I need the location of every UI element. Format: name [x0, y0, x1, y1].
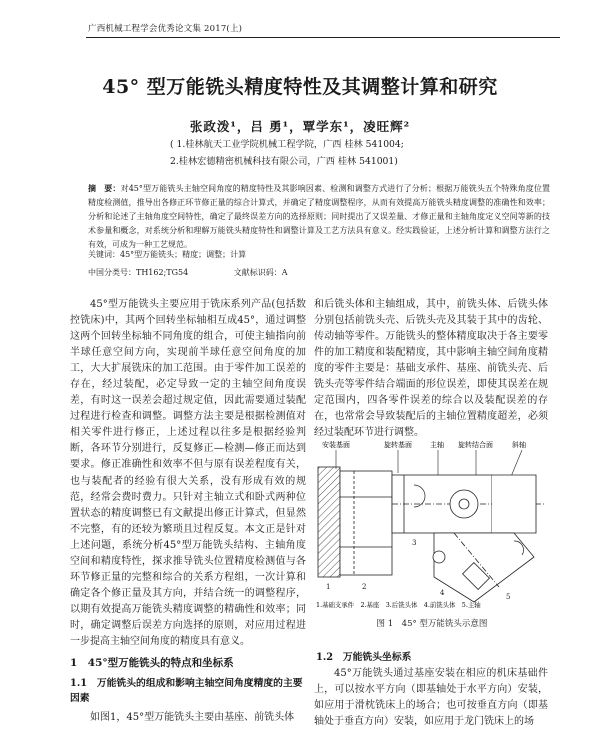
part-number-5: 5 — [506, 593, 511, 601]
figure-legend: 1.基础支承件 2.基座 3.后铣头体 4.前铣头体 5.主轴 — [316, 601, 481, 609]
part-number-2: 2 — [362, 583, 367, 591]
part-number-4: 4 — [440, 589, 445, 597]
section-1-1-heading: 1.1 万能铣头的组成和影响主轴空间角度精度的主要因素 — [70, 678, 303, 704]
abstract — [88, 181, 550, 252]
section-1-2-heading: 1.2 万能铣头坐标系 — [316, 652, 412, 663]
milling-head-figure — [314, 437, 550, 609]
header-rule — [86, 37, 560, 38]
figure-label-inclined-axis: 斜轴 — [512, 441, 526, 449]
section-1-1-text: 如图1，45°型万能铣头主要由基座、前铣头体 — [90, 712, 295, 723]
keywords: 关键词：45°型万能铣头；精度；调整；计算 — [88, 250, 247, 259]
affiliation-2: 2.桂林宏德精密机械科技有限公司，广西 桂林 541001) — [170, 156, 398, 167]
figure-label-rotation-face: 旋转基面 — [384, 441, 412, 449]
figure-rear-head — [392, 475, 544, 533]
intro-paragraph: 45°型万能铣头主要应用于铣床系列产品(包括数控铣床)中，其两个回转坐标轴相互成45°，通过调整这两个回转坐标轴不同角度的组合，可使主轴指向前半球任意空间方向，实现前半球任意空间角度的加工，大大扩展铣床的加工范围。由于零件加工误差的存在，经过装配，必定导致一定的主轴空间角度误差，有时这一误差会超过规定值，因此需要通过装配过程进行检查和调整。调整方法主要是根据检测值对相关零件进行修正，上述过程以往多是根据经验判断，各环节分别进行，反复修正—检测—修正而达到要求。修正准确性和效率不但与原有误差程度有关，也与装配者的经验有很大关系，没有形成有效的规范，经常会费时费力。只针对主轴立式和卧式两种位置状态的精度调整已有文献提出修正计算式，但显然不完整，有的还较为繁琐且过程反复。本文正是针对上述问题，系统分析45°型万能铣头结构、主轴角度空间和精度特性，探求推导铣头位置精度检测值与各环节修正量的完整和综合的关系方程组，一次计算和确定各个修正量及其方向，并结合统一的调整程序，以期有效提高万能铣头精度调整的精确性和效率；同时，确定调整后误差方向选择的原则，对应用过程进一步提高主轴空间角度的精度具有意义。 — [70, 299, 306, 647]
classification-line — [88, 267, 288, 278]
coordinate-paragraph: 45°万能铣头通过基座安装在相应的机床基础件上，可以按水平方向（即基轴处于水平方向）安装，如应用于滑枕铣床上的场合；也可按垂直方向（即基轴处于垂直方向）安装，如应用于龙门铣床上的场 — [314, 668, 548, 728]
right-column — [314, 297, 548, 441]
section-1-heading: 1 45°型万能铣头的特点和坐标系 — [70, 657, 234, 669]
figure-caption: 图 1 45° 型万能铣头示意图 — [376, 619, 488, 629]
figure-label-spindle: 主轴 — [430, 441, 444, 449]
abstract-label: 摘 要： — [88, 183, 121, 193]
classification: 中国分类号：TH162;TG54 — [88, 268, 189, 277]
figure-label-joint-face: 旋转结合面 — [458, 441, 493, 449]
part-number-3: 3 — [412, 539, 417, 547]
right-column-lower — [314, 666, 548, 730]
document-code: 文献标识码：A — [233, 268, 288, 277]
figure-base-support — [318, 467, 340, 577]
figure-label-mount-face: 安装基面 — [322, 441, 350, 449]
paper-title: 45° 型万能铣头精度特性及其调整计算和研究 — [102, 76, 498, 98]
figure-base-body — [340, 471, 392, 575]
figure-front-head — [433, 533, 534, 602]
part-number-1: 1 — [326, 583, 331, 591]
components-paragraph: 和后铣头体和主轴组成，其中，前铣头体、后铣头体分别包括前铣头壳、后铣头壳及其装于其中的齿轮、传动轴等零件。万能铣头的整体精度取决于各主要零件的加工精度和装配精度，其中影响主轴空间角度精度的零件主要是：基础支承件、基座、前铣头壳、后铣头壳等零件结合端面的形位误差，即使其误差在规定范围内，四各零件误差的综合以及装配误差的存在，也常常会导致装配后的主轴位置精度超差，必须经过装配环节进行调整。 — [314, 299, 548, 439]
abstract-text: 对45°型万能铣头主轴空间角度的精度特性及其影响因素、检测和调整方式进行了分析；根据万能铣头五个特殊角度位置精度检测值，推导出各修正环节修正量的综合计算式，并确定了精度调整程序，从而有效提高万能铣头精度调整的准确性和效率；分析和论述了主轴角度空间特性，确定了最终误差方向的选择原则；同时提出了又误差量、才修正量和主轴角度定义空间等新的技术参量和概念，对系统分析和理解万能铣头精度特性和调整计算及工艺方法具有意义。经实践验证，上述分析计算和调整方法行之有效，可成为一种工艺规范。 — [88, 184, 550, 249]
paper-authors: 张政泼¹，吕 勇¹，覃学东¹，凌旺辉² — [189, 119, 411, 134]
affiliation-1: ( 1.桂林航天工业学院机械工程学院，广西 桂林 541004; — [170, 139, 404, 150]
left-column — [70, 297, 306, 650]
running-header: 广西机械工程学会优秀论文集 2017(上) — [88, 24, 243, 34]
